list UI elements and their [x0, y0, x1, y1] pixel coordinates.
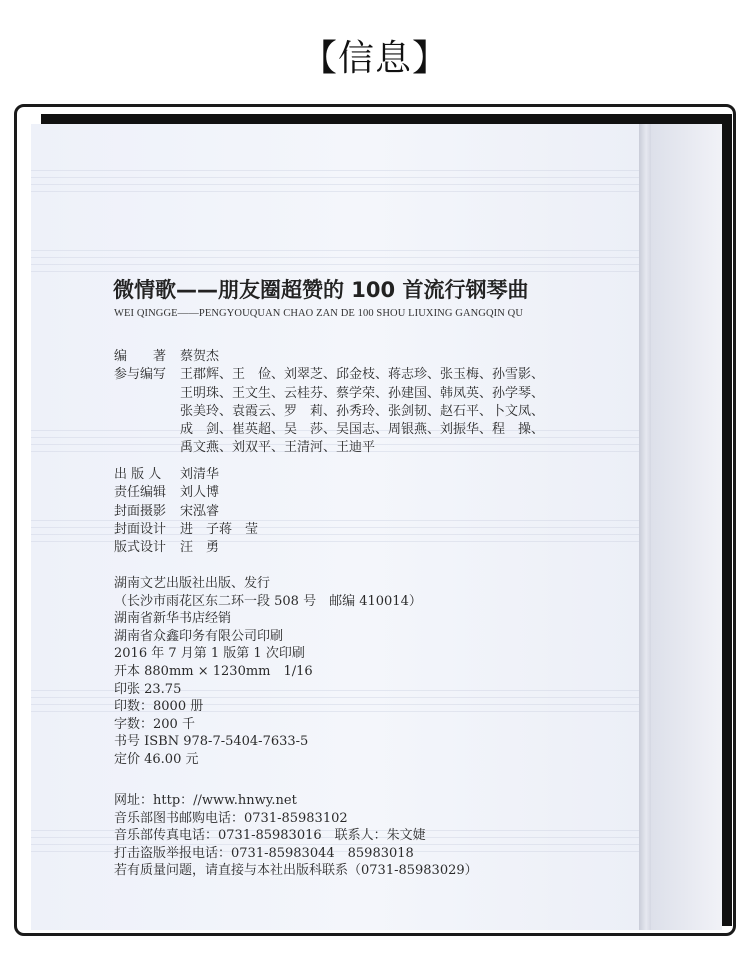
publishing-line: 湖南省新华书店经销 [114, 611, 232, 627]
credit-row [114, 348, 544, 366]
book-right-edge [722, 114, 732, 926]
staff-value: 宋泓睿 [180, 503, 220, 519]
staff-label: 版式设计 [114, 540, 167, 556]
publishing-line: 湖南文艺出版社出版、发行 [114, 576, 271, 591]
credit-value: 禹文燕、刘双平、王清河、王迪平 [180, 440, 376, 456]
publishing-line: 湖南省众鑫印务有限公司印刷 [114, 628, 284, 644]
contact-line: 音乐部图书邮购电话：0731-85983102 [114, 810, 348, 826]
book-subtitle-pinyin: WEI QINGGE——PENGYOUQUAN CHAO ZAN DE 100 SHOU LIUXING GANGQIN QU [114, 308, 524, 319]
staff-row [114, 539, 258, 557]
credit-label [114, 439, 180, 457]
credits-list [114, 348, 544, 458]
copyright-page [31, 124, 639, 930]
staff-value: 汪 勇 [180, 540, 220, 556]
book-spine [639, 124, 651, 930]
credit-value: 王明珠、王文生、云桂芬、蔡学荣、孙建国、韩凤英、孙学琴、 [180, 385, 545, 401]
staff-value: 进 子蒋 莹 [180, 521, 259, 537]
credit-row [114, 366, 544, 384]
staff-label: 出 版 人 [114, 467, 162, 482]
credit-value: 张美玲、袁霞云、罗 莉、孙秀玲、张剑韧、赵石平、卜文凤、 [180, 403, 545, 419]
publishing-line: 印数：8000 册 [114, 699, 204, 715]
publishing-line: （长沙市雨花区东二环一段 508 号 邮编 410014） [114, 593, 422, 609]
faint-music-staff [31, 244, 639, 274]
publishing-line: 定价 46.00 元 [114, 751, 199, 767]
contact-line: 若有质量问题，请直接与本社出版科联系（0731-85983029） [114, 863, 478, 879]
staff-row [114, 484, 258, 502]
banner-title: 【信息】 [300, 38, 449, 79]
staff-label: 责任编辑 [114, 485, 167, 501]
staff-value: 刘清华 [180, 467, 220, 482]
credit-label: 参与编写 [114, 367, 167, 383]
credit-label [114, 385, 180, 403]
book-top-edge [41, 114, 731, 124]
contact-line: 网址：http：//www.hnwy.net [114, 793, 297, 808]
contact-line: 打击盗版举报电话：0731-85983044 85983018 [114, 845, 414, 861]
staff-label: 封面摄影 [114, 503, 167, 519]
credit-row [114, 403, 544, 421]
staff-list [114, 466, 258, 557]
staff-row [114, 466, 258, 484]
credit-value: 成 剑、崔英超、吴 莎、吴国志、周银燕、刘振华、程 操、 [180, 422, 545, 438]
credit-label: 编 著 [114, 349, 167, 364]
credit-row [114, 385, 544, 403]
publishing-line: 字数：200 千 [114, 716, 195, 732]
contact-info [114, 792, 478, 880]
credit-label [114, 421, 180, 439]
faint-music-staff [31, 164, 639, 194]
facing-page [651, 124, 722, 930]
contact-line: 音乐部传真电话：0731-85983016 联系人：朱文婕 [114, 828, 426, 844]
publishing-line: 开本 880mm × 1230mm 1/16 [114, 663, 313, 679]
credit-row [114, 439, 544, 457]
publishing-info [114, 575, 422, 769]
credit-row [114, 421, 544, 439]
publishing-line: 印张 23.75 [114, 681, 182, 697]
staff-row [114, 521, 258, 539]
book-title: 微情歌——朋友圈超赞的 100 首流行钢琴曲 [113, 278, 529, 302]
staff-value: 刘人博 [180, 485, 220, 501]
staff-label: 封面设计 [114, 521, 167, 537]
credit-label [114, 403, 180, 421]
publishing-line: 书号 ISBN 978-7-5404-7633-5 [114, 734, 309, 750]
credit-value: 王郡辉、王 俭、刘翠芝、邱金枝、蒋志珍、张玉梅、孙雪影、 [180, 367, 545, 383]
credit-value: 蔡贺杰 [180, 349, 220, 364]
staff-row [114, 503, 258, 521]
photo-frame [14, 104, 736, 936]
publishing-line: 2016 年 7 月第 1 版第 1 次印刷 [114, 646, 305, 662]
